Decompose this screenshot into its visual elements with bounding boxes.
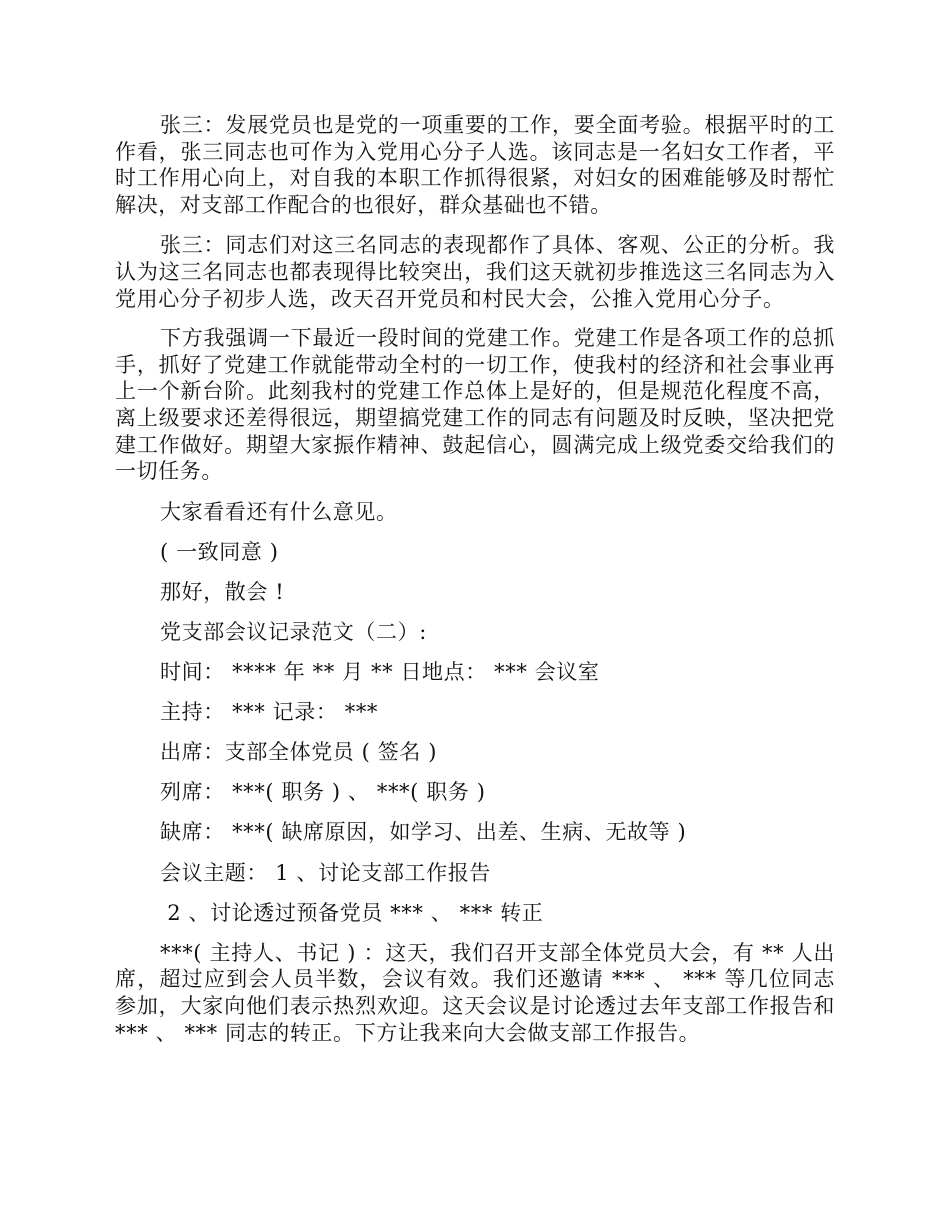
- paragraph-zhangsan-candidate: 张三：发展党员也是党的一项重要的工作，要全面考验。根据平时的工作看，张三同志也可作为入党用心分子人选。该同志是一名妇女工作者，平时工作用心向上，对自我的本职工作抓得很紧，对妇女的困难能够及时帮忙解决，对支部工作配合的也很好，群众基础也不错。: [115, 113, 835, 217]
- paragraph-party-building: 下方我强调一下最近一段时间的党建工作。党建工作是各项工作的总抓手，抓好了党建工作就能带动全村的一切工作，使我村的经济和社会事业再上一个新台阶。此刻我村的党建工作总体上是好的，但是规范化程度不高，离上级要求还差得很远，期望搞党建工作的同志有问题及时反映，坚决把党建工作做好。期望大家振作精神、鼓起信心，圆满完成上级党委交给我们的一切任务。: [115, 326, 835, 484]
- section-heading-example-two: 党支部会议记录范文（二）:: [160, 620, 427, 644]
- line-host-recorder: 主持： *** 记录： ***: [160, 700, 379, 725]
- line-adjourn: 那好，散会 !: [160, 579, 285, 604]
- paragraph-zhangsan-summary: 张三：同志们对这三名同志的表现都作了具体、客观、公正的分析。我认为这三名同志也都表现得比较突出，我们这天就初步推选这三名同志为入党用心分子初步人选，改天召开党员和村民大会，公推入党用心分子。: [115, 233, 835, 311]
- line-agenda-1: 会议主题： 1 、讨论支部工作报告: [160, 860, 491, 885]
- line-absentees: 缺席： ***( 缺席原因，如学习、出差、生病、无故等 ): [160, 820, 687, 845]
- line-observers: 列席： ***( 职务 ) 、 ***( 职务 ): [160, 780, 486, 805]
- line-opinions: 大家看看还有什么意见。: [160, 499, 398, 524]
- line-agenda-2: 2 、讨论透过预备党员 *** 、 *** 转正: [160, 900, 544, 925]
- line-unanimous: ( 一致同意 ): [160, 539, 279, 564]
- document-page: [115, 112, 835, 1046]
- line-time-place: 时间： **** 年 ** 月 ** 日地点： *** 会议室: [160, 660, 600, 685]
- paragraph-host-opening: ***( 主持人、书记 ) ：这天，我们召开支部全体党员大会，有 ** 人出席，超过应到会人员半数，会议有效。我们还邀请 *** 、 *** 等几位同志参加，大家向他们表示热烈欢迎。这天会议是讨论透过去年支部工作报告和 *** 、 *** 同志的转正。下方让我来向大会做支部工作报告。: [115, 940, 835, 1045]
- line-attendees: 出席：支部全体党员 ( 签名 ): [160, 740, 438, 765]
